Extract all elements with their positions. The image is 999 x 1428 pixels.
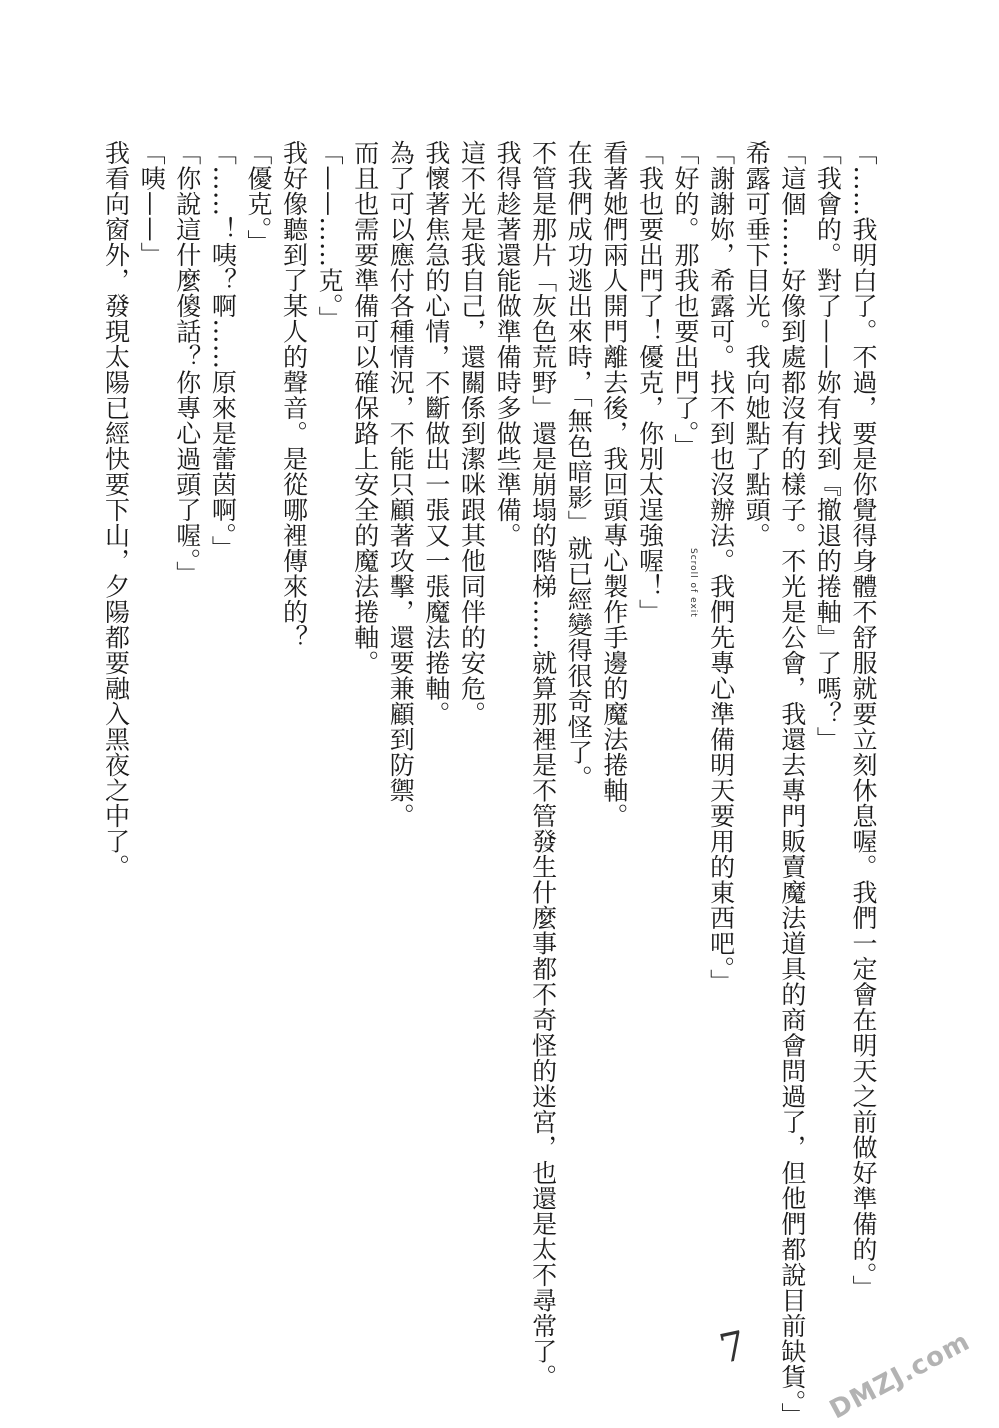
text-line: 「好的。那我也要出門了。」 [671,140,701,459]
text-line: 「優克。」 [243,140,273,255]
ruby-annotation: Scroll of exit [688,548,698,618]
text-line: 「……我明白了。不過，要是你覺得身體不舒服就要立刻休息喔。我們一定會在明天之前做好準備的。」 [849,140,878,1301]
text-line: 希露可垂下目光。我向她點了點頭。 [742,140,772,548]
text-line: 「——……克。」 [315,140,345,332]
watermark-logo: DMZJ.com [824,1326,976,1426]
text-line: 不管是那片「灰色荒野」還是崩塌的階梯……就算那裡是不管發生什麼事都不奇怪的迷宮，也還是太不尋常了。 [528,140,558,1390]
text-line: 為了可以應付各種情況，不能只顧著攻擊，還要兼顧到防禦。 [386,140,416,829]
text-line: 「你說這什麼傻話？你專心過頭了喔。」 [172,140,202,587]
text-line: 「我也要出門了！優克，你別太逞強喔！」 [635,140,665,625]
text-line: 我好像聽到了某人的聲音。是從哪裡傳來的？ [279,140,309,650]
text-line: 「這個……好像到處都沒有的樣子。不光是公會，我還去專門販賣魔法道具的商會問過了，但他們都說目前缺貨。」 [777,140,807,1428]
text-line: 「咦——」 [137,140,167,268]
text-line: 而且也需要準備可以確保路上安全的魔法捲軸。 [350,140,380,676]
text-line: 我得趁著還能做準備時多做些準備。 [493,140,523,548]
text-line: 我看向窗外，發現太陽已經快要下山，夕陽都要融入黑夜之中了。 [101,140,131,880]
text-line: 這不光是我自己，還關係到潔咪跟其他同伴的安危。 [457,140,487,727]
vertical-text-body [98,140,881,1428]
page-number: 7 [715,1322,750,1374]
text-line: 看著她們兩人開門離去後，我回頭專心製作手邊的魔法捲軸。 [599,140,629,829]
text-line: 「……！咦？啊……原來是蕾茵啊。」 [208,140,238,561]
text-line: 「我會的。對了——妳有找到『撤退的捲軸』了嗎？」 [813,140,843,752]
text-line: 在我們成功逃出來時，「無色暗影」就已經變得很奇怪了。 [564,140,594,791]
text-line: 我懷著焦急的心情，不斷做出一張又一張魔法捲軸。 [421,140,451,727]
text-line: 「謝謝妳，希露可。找不到也沒辦法。我們先專心準備明天要用的東西吧。」 [706,140,736,995]
